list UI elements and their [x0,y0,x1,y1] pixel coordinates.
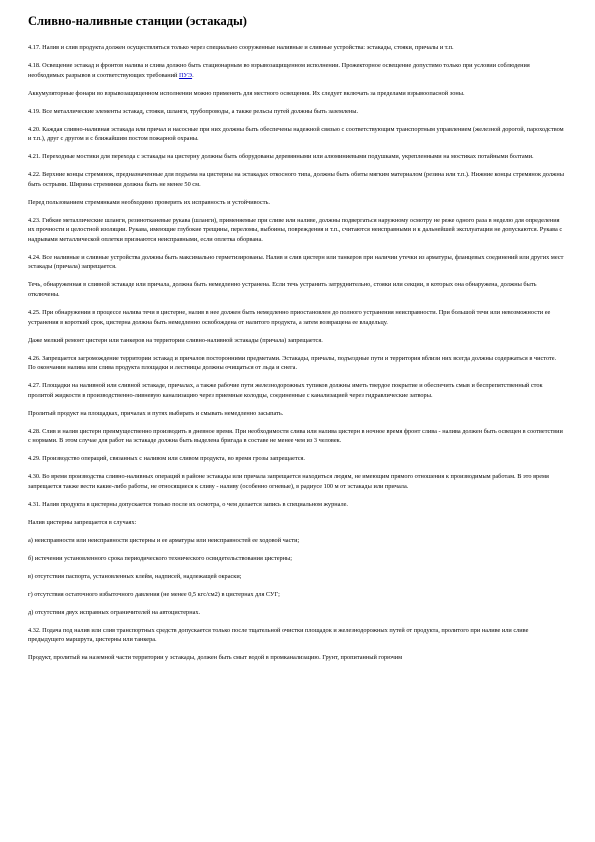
paragraph-4-26: 4.26. Запрещается загромождение территории эстакад и причалов посторонними предметами. Эстакады, причалы, подъездные пути и территория вблизи них всегда должны содержаться в чистоте. По окончании налива или слива продукта площадки и лестницы должны очищаться от льда и снега. [28,354,557,372]
pue-link[interactable]: ПУЭ [178,71,193,79]
list-item-g: г) отсутствия остаточного избыточного давления (не менее 0,5 кгс/см2) в цистернах для СУГ; [28,590,280,598]
paragraph-4-30: 4.30. Во время производства сливно-наливных операций в районе эстакады или причала запрещается находиться людям, не имеющим прямого отношения к производимым работам. В это время запрещается также вести какие-либо работы, не относящиеся к сливу - наливу (особенно огневые), в радиусе 100 м от эстакады или причала. [28,473,549,490]
paragraph-product-spilled: Продукт, пролитый на наземной части территории у эстакады, должен быть смыт водой в промканализацию. Грунт, пропитанный горючим [28,654,403,662]
paragraph-4-18: 4.18. Освещение эстакад и фронтов налива и слива должно быть стационарным во взрывозащищенном исполнении. Прожекторное освещение допустимо только при условии соблюдения необходимых разрывов и соответствующих требований ПУЭ. [28,61,530,79]
paragraph-4-27: 4.27. Площадки на наливной или сливной эстакаде, причалах, а также рабочие пути железнодорожных тупиков должны иметь твердое покрытие и обеспечить смыв и беспрепятственный сток пролитой жидкости в производственно-ливневую канализацию через приемные колодцы, соединенные с канализацией через гидравлические затворы. [28,382,543,399]
paragraph-flashlights: Аккумуляторные фонари во взрывозащищенном исполнении можно применять для местного освещения. Их следует включать за пределами взрывоопасной зоны. [28,89,465,97]
paragraph-4-29: 4.29. Производство операций, связанных с наливом или сливом продукта, во время грозы запрещается. [28,455,305,463]
page-title: Сливно-наливные станции (эстакады) [28,14,247,28]
paragraph-4-19: 4.19. Все металлические элементы эстакад, стояки, шланги, трубопроводы, а также рельсы путей должны быть заземлены. [28,107,359,115]
paragraph-4-25: 4.25. При обнаружении в процессе налива течи в цистерне, налив в нее должен быть немедленно приостановлен до полного устранения неисправности. При большой течи или невозможности ее устранения в короткий срок, цистерна должна быть немедленно освобождена от налитого продукта, а затем возвращена ее владельцу. [28,308,551,326]
paragraph-4-24: 4.24. Все наливные и сливные устройства должны быть максимально герметизированы. Налив и слив цистерн или танкеров при наличии утечки из арматуры, фланцевых соединений или других мест эстакады (причала) запрещается. [28,253,564,271]
paragraph-4-31: 4.31. Налив продукта в цистерны допускается только после их осмотра, о чем делается запись в специальном журнале. [28,500,348,508]
paragraph-leak: Течь, обнаруженная в сливной эстакаде или причала, должна быть немедленно устранена. Если течь устранить затруднительно, стояки или секции, в которых она обнаружена, должны быть отключены. [28,281,537,298]
paragraph-4-23: 4.23. Гибкие металлические шланги, резинотканевые рукава (шланги), применяемые при сливе или наливе, должны подвергаться наружному осмотру не реже одного раза в неделю для определения их прочности и целостной изоляции. Рукава, имеющие глубокие трещины, переломы, выбоины, повреждения и т.п., считаются неисправными и к дальнейшей эксплуатации не допускаются. Рукава с надрывами металлической оплетки признаются неисправными, если оплетка оборвана. [28,216,563,243]
paragraph-4-28: 4.28. Слив и налив цистерн преимущественно производить в дневное время. При необходимости слива или налива цистерн в ночное время фронт слива - налива должен быть освещен в соответствии с нормами. В этом случае для работ на эстакаде должна быть выделена бригада в составе не менее чем из 3 человек. [28,427,563,445]
paragraph-4-17: 4.17. Налив и слив продукта должен осуществляться только через специально сооруженные наливные и сливные устройства: эстакады, стояки, причалы и т.п. [28,44,454,51]
paragraph-4-22: 4.22. Верхние концы стремянок, предназначенные для подъема на цистерны на эстакадах откосного типа, должны быть обиты мягким материалом (резина или т.п.). Нижние концы стремянок должны быть острыми. Ширина стремянки должна быть не менее 50 см. [28,171,564,188]
paragraph-4-20: 4.20. Каждая сливно-наливная эстакада или причал и насосные при них должны быть обеспечены надежной связью с соответствующим транспортным управлением (железной дорогой, пароходством и т.п.), друг с другом и с ближайшим постом пожарной охраны. [28,125,564,143]
paragraph-4-21: 4.21. Переходные мостики для перехода с эстакады на цистерну должны быть оборудованы деревянными или алюминиевыми подушками, укрепленными на мостиках потайными болтами. [28,153,534,161]
list-item-b: б) истечении установленного срока периодического технического освидетельствования цистерны; [28,554,293,562]
paragraph-spilled: Пролитый продукт на площадках, причалах и путях выбирать и смывать немедленно засыпать. [28,409,284,417]
paragraph-ladders-check: Перед пользованием стремянками необходимо проверить их исправность и устойчивость. [28,198,270,206]
paragraph-prohibited: Налив цистерны запрещается в случаях: [28,518,137,526]
list-item-v: в) отсутствия паспорта, установленных клейм, надписей, надлежащей окраски; [28,572,242,580]
paragraph-repair: Даже мелкий ремонт цистерн или танкеров на территории сливно-наливной эстакады (причала) запрещается. [28,336,323,344]
list-item-d: д) отсутствия двух исправных ограничителей на автоцистернах. [28,608,201,616]
paragraph-4-32: 4.32. Подача под налив или слив транспортных средств допускается только после тщательной очистки площадок и железнодорожных путей от продукта, пролитого при наливе или сливе предыдущего маршрута, цистерны или танкера. [28,626,529,644]
paragraph-4-18-text: 4.18. Освещение эстакад и фронтов налива и слива должно быть стационарным во взрывозащищенном исполнении. Прожекторное освещение допустимо только при условии соблюдения необходимых разрывов и соответствующих требований [28,61,530,79]
list-item-a: а) неисправности или неисправности цистерны и ее арматуры или неисправностей ее ходовой части; [28,536,300,544]
